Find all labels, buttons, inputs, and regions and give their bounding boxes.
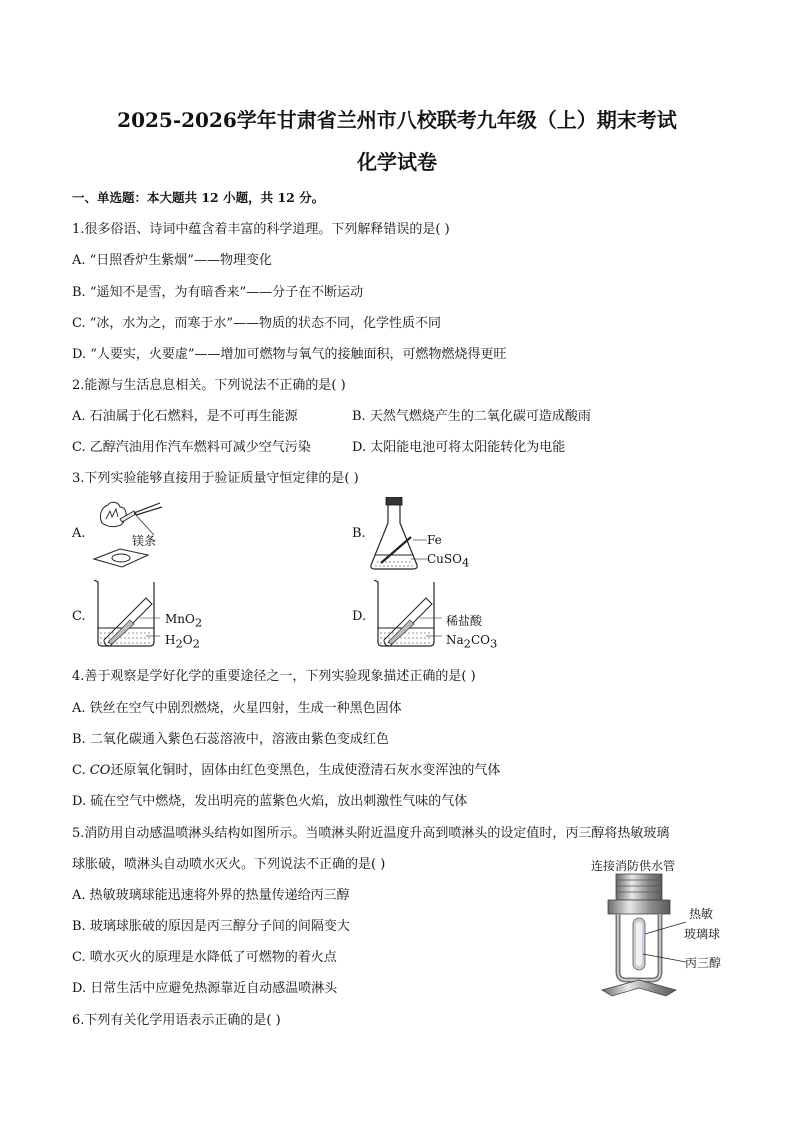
- q3-option-d-letter: D.: [352, 609, 367, 624]
- q1-option-c: C. “冰，水为之，而寒于水”——物质的状态不同，化学性质不同: [72, 316, 442, 331]
- q5-stem-line1: 5.消防用自动感温喷淋头结构如图所示。当喷淋头附近温度升高到喷淋头的设定值时，丙三醇将热敏玻璃: [72, 826, 670, 841]
- q5-option-c: C. 喷水灭火的原理是水降低了可燃物的着火点: [72, 950, 337, 965]
- q1-option-a: A. “日照香炉生紫烟”——物理变化: [72, 253, 272, 268]
- q3-b-label-cuso4: CuSO$_4$: [427, 552, 470, 570]
- q3-figure-c: [90, 576, 170, 648]
- q5-fig-label-glass-bulb: 玻璃球: [684, 927, 721, 941]
- q5-fig-label-glycerol: 丙三醇: [685, 956, 722, 970]
- q2-option-c: C. 乙醇汽油用作汽车燃料可减少空气污染: [72, 440, 311, 455]
- exam-subtitle: 化学试卷: [357, 150, 437, 174]
- q2-stem: 2.能源与生活息息相关。下列说法不正确的是( ): [72, 378, 346, 393]
- q4-option-c: C. CO还原氧化铜时，固体由红色变黑色，生成使澄清石灰水变浑浊的气体: [72, 763, 501, 778]
- q3-figure-b: [365, 497, 435, 575]
- q4-option-d: D. 硫在空气中燃烧，发出明亮的蓝紫色火焰，放出刺激性气味的气体: [72, 794, 468, 809]
- q3-d-label-hcl: 稀盐酸: [446, 614, 483, 628]
- q5-stem-line2: 球胀破，喷淋头自动喷水灭火。下列说法不正确的是( ): [72, 857, 386, 872]
- q2-option-b: B. 天然气燃烧产生的二氧化碳可造成酸雨: [352, 409, 591, 424]
- q3-c-label-mno2: MnO$_2$: [165, 612, 203, 630]
- q3-option-c-letter: C.: [72, 609, 86, 624]
- q4-stem: 4.善于观察是学好化学的重要途径之一，下列实验现象描述正确的是( ): [72, 669, 476, 684]
- q3-c-label-h2o2: $H_2O_2$: [165, 633, 200, 651]
- q6-stem: 6.下列有关化学用语表示正确的是( ): [72, 1013, 281, 1028]
- q5-sprinkler-figure: [596, 872, 686, 1002]
- q5-option-d: D. 日常生活中应避免热源靠近自动感温喷淋头: [72, 981, 338, 996]
- q3-d-label-na2co3: $Na_2CO_3$: [446, 633, 498, 651]
- q3-b-label-fe: Fe: [427, 533, 442, 547]
- q3-option-b-letter: B.: [352, 526, 366, 541]
- q3-a-label: 镁条: [132, 534, 157, 548]
- exam-title: 2025-2026学年甘肃省兰州市八校联考九年级（上）期末考试: [117, 108, 677, 132]
- q3-figure-d: [370, 576, 450, 648]
- q1-option-b: B. “遥知不是雪，为有暗香来”——分子在不断运动: [72, 285, 364, 300]
- q5-fig-label-thermal: 热敏: [689, 907, 714, 921]
- q1-stem: 1.很多俗语、诗词中蕴含着丰富的科学道理。下列解释错误的是( ): [72, 222, 450, 237]
- section-heading: 一、单选题：本大题共 12 小题，共 12 分。: [72, 190, 325, 205]
- q3-option-a-letter: A.: [72, 526, 86, 541]
- q1-option-d: D. “人要实，火要虚”——增加可燃物与氧气的接触面积，可燃物燃烧得更旺: [72, 347, 507, 362]
- q4-option-a: A. 铁丝在空气中剧烈燃烧，火星四射，生成一种黑色固体: [72, 701, 402, 716]
- q5-fig-label-pipe: 连接消防供水管: [591, 859, 676, 873]
- q5-option-b: B. 玻璃球胀破的原因是丙三醇分子间的间隔变大: [72, 919, 350, 934]
- q5-option-a: A. 热敏玻璃球能迅速将外界的热量传递给丙三醇: [72, 888, 350, 903]
- q3-stem: 3.下列实验能够直接用于验证质量守恒定律的是( ): [72, 471, 359, 486]
- q4-option-b: B. 二氧化碳通入紫色石蕊溶液中，溶液由紫色变成红色: [72, 732, 389, 747]
- q2-option-d: D. 太阳能电池可将太阳能转化为电能: [352, 440, 566, 455]
- q2-option-a: A. 石油属于化石燃料，是不可再生能源: [72, 409, 298, 424]
